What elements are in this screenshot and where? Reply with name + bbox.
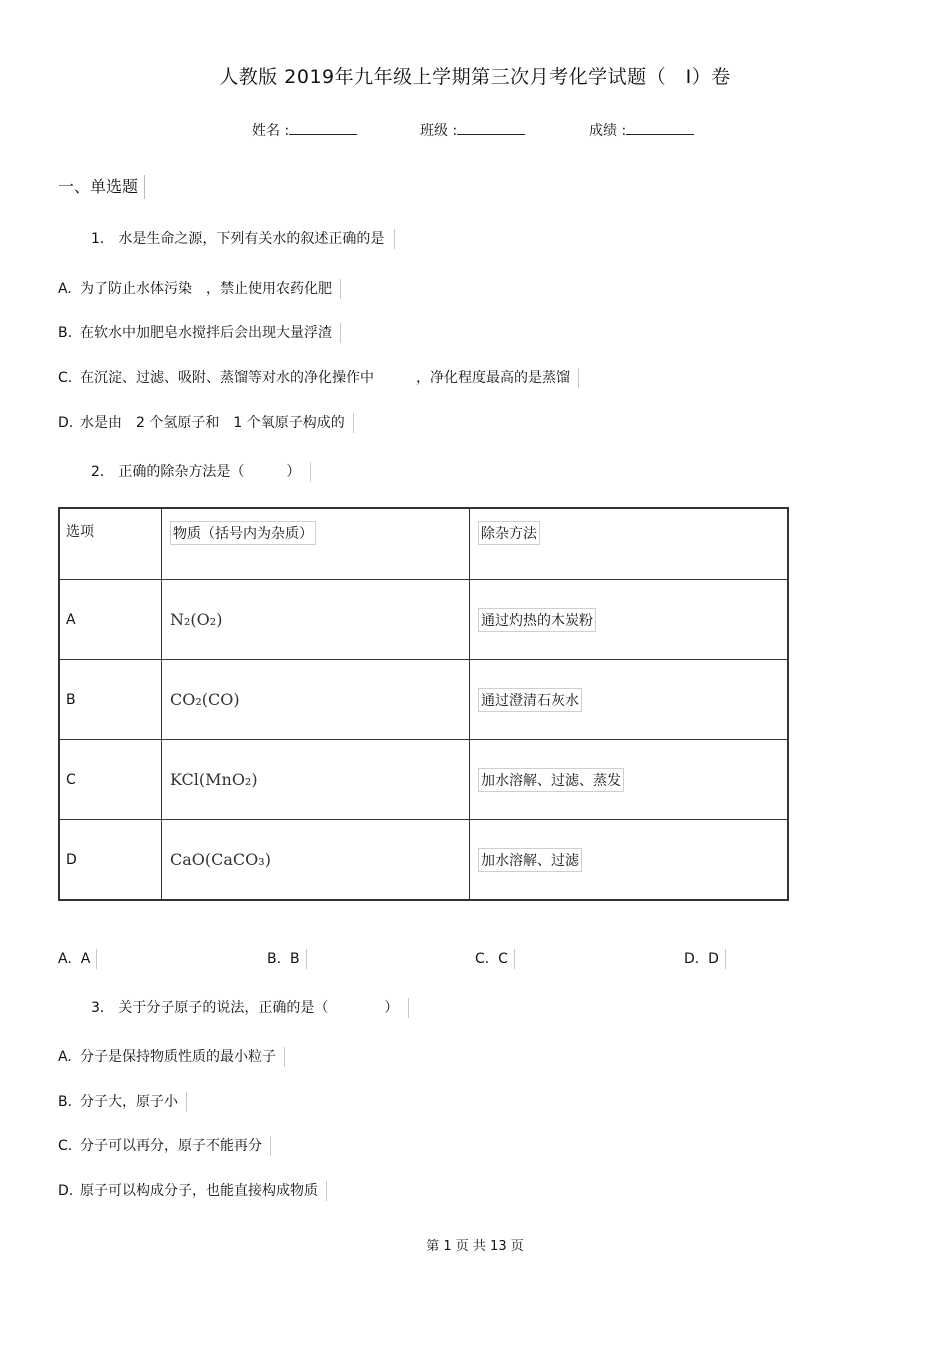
q1-option-a xyxy=(58,279,341,299)
class-blank xyxy=(457,120,525,135)
table-header-row xyxy=(59,508,788,580)
q3-option-a xyxy=(58,1047,285,1067)
q3-option-c xyxy=(58,1136,271,1156)
choice-label: C. xyxy=(475,951,490,967)
q2-choice-d xyxy=(684,949,726,969)
q3-option-b xyxy=(58,1092,187,1112)
cell-method-text: 通过灼热的木炭粉 xyxy=(478,608,596,632)
option-text: 分子可以再分，原子不能再分 xyxy=(80,1138,262,1154)
score-blank xyxy=(626,120,694,135)
table-row xyxy=(59,660,788,740)
cell-option xyxy=(59,580,162,660)
page-footer: 第 1 页 共 13 页 xyxy=(426,1239,524,1254)
option-label: C. xyxy=(58,370,73,386)
cell-method-text: 通过澄清石灰水 xyxy=(478,688,582,712)
cell-option xyxy=(59,740,162,820)
cell-method-text: 加水溶解、过滤、蒸发 xyxy=(478,768,624,792)
q1-option-d xyxy=(58,413,354,433)
cell-substance-formula: KCl(MnO₂) xyxy=(170,770,258,789)
table-row xyxy=(59,740,788,820)
q1-option-b xyxy=(58,323,341,343)
impurity-removal-table xyxy=(58,507,789,901)
cell-option xyxy=(59,820,162,901)
cell-method-text: 加水溶解、过滤 xyxy=(478,848,582,872)
header-option xyxy=(59,508,162,580)
cell-option-text: C xyxy=(66,771,76,788)
cell-substance-formula: CaO(CaCO₃) xyxy=(170,850,271,869)
option-label: D. xyxy=(58,1183,74,1199)
class-field xyxy=(420,120,525,140)
choice-label: D. xyxy=(684,951,700,967)
page-title: 人教版 2019年九年级上学期第三次月考化学试题（ I）卷 xyxy=(219,66,731,88)
header-method-text: 除杂方法 xyxy=(478,521,540,545)
cell-substance xyxy=(162,740,470,820)
question-2-stem: 2． 正确的除杂方法是（ ） xyxy=(91,462,311,482)
cell-option-text: B xyxy=(66,691,76,708)
cell-option-text: A xyxy=(66,611,76,628)
option-label: B. xyxy=(58,1094,73,1110)
header-substance-text: 物质（括号内为杂质） xyxy=(170,521,316,545)
name-field xyxy=(252,120,357,140)
q2-choice-c xyxy=(475,949,515,969)
option-label: A. xyxy=(58,281,72,297)
option-text: 水是由 2 个氢原子和 1 个氧原子构成的 xyxy=(80,415,345,431)
header-option-text: 选项 xyxy=(66,524,94,540)
cell-substance xyxy=(162,660,470,740)
cell-substance xyxy=(162,580,470,660)
option-text: 为了防止水体污染 ，禁止使用农药化肥 xyxy=(80,281,332,297)
choice-label: A. xyxy=(58,951,72,967)
cell-method xyxy=(470,660,789,740)
choice-text: A xyxy=(80,951,91,967)
section-title: 一、单选题 xyxy=(58,175,145,199)
option-text: 在沉淀、过滤、吸附、蒸馏等对水的净化操作中 ，净化程度最高的是蒸馏 xyxy=(80,370,570,386)
question-1-stem: 1． 水是生命之源，下列有关水的叙述正确的是 xyxy=(91,229,395,249)
option-text: 在软水中加肥皂水搅拌后会出现大量浮渣 xyxy=(80,325,332,341)
header-substance xyxy=(162,508,470,580)
option-label: A. xyxy=(58,1049,72,1065)
cell-option-text: D xyxy=(66,851,77,868)
cell-method xyxy=(470,740,789,820)
cell-substance xyxy=(162,820,470,901)
option-label: D. xyxy=(58,415,74,431)
option-text: 原子可以构成分子，也能直接构成物质 xyxy=(80,1183,318,1199)
choice-text: B xyxy=(289,951,300,967)
table-row xyxy=(59,580,788,660)
question-3-stem: 3． 关于分子原子的说法，正确的是（ ） xyxy=(91,998,409,1018)
score-field xyxy=(589,120,694,140)
choice-label: B. xyxy=(267,951,282,967)
cell-substance-formula: N₂(O₂) xyxy=(170,610,223,629)
q1-option-c xyxy=(58,368,579,388)
cell-option xyxy=(59,660,162,740)
q3-option-d xyxy=(58,1181,327,1201)
cell-method xyxy=(470,820,789,901)
header-method xyxy=(470,508,789,580)
option-text: 分子是保持物质性质的最小粒子 xyxy=(80,1049,276,1065)
option-label: C. xyxy=(58,1138,73,1154)
choice-text: D xyxy=(708,951,719,967)
name-label: 姓名 : xyxy=(252,123,290,139)
table-row xyxy=(59,820,788,901)
q2-choice-a xyxy=(58,949,97,969)
option-label: B. xyxy=(58,325,73,341)
cell-substance-formula: CO₂(CO) xyxy=(170,690,240,709)
score-label: 成绩 : xyxy=(589,123,627,139)
q2-choice-b xyxy=(267,949,307,969)
choice-text: C xyxy=(498,951,508,967)
option-text: 分子大，原子小 xyxy=(80,1094,178,1110)
class-label: 班级 : xyxy=(420,123,458,139)
name-blank xyxy=(289,120,357,135)
cell-method xyxy=(470,580,789,660)
